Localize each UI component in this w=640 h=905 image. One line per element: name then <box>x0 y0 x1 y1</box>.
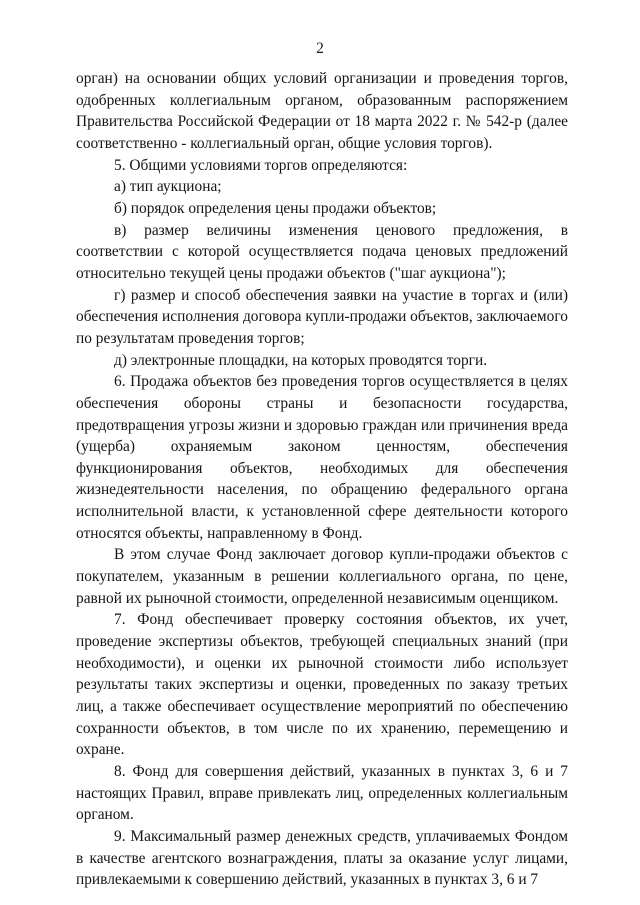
document-body <box>76 68 568 891</box>
paragraph-subitem-b: б) порядок определения цены продажи объектов; <box>114 199 437 217</box>
paragraph-item-5: 5. Общими условиями торгов определяются: <box>114 156 408 174</box>
page-number: 2 <box>316 40 324 57</box>
paragraph-subitem-d: д) электронные площадки, на которых проводятся торги. <box>114 351 488 369</box>
paragraph-continuation: орган) на основании общих условий организации и проведения торгов, одобренных коллегиальным органом, образованным распоряжением Правительства Российской Федерации от 18 марта 2022 г. № 542-р (далее соответственно - коллегиальный орган, общие условия торгов). <box>76 70 568 152</box>
paragraph-item-8: 8. Фонд для совершения действий, указанных в пунктах 3, 6 и 7 настоящих Правил, вправе привлекать лиц, определенных коллегиальным органом. <box>76 763 568 824</box>
paragraph-item-7: 7. Фонд обеспечивает проверку состояния объектов, их учет, проведение экспертизы объектов, требующей специальных знаний (при необходимости), и оценки их рыночной стоимости либо использует результаты таких экспертизы и оценки, проведенных по заказу третьих лиц, а также обеспечивает осуществление мероприятий по обеспечению сохранности объектов, в том числе по их хранению, перемещению и охране. <box>76 611 568 759</box>
paragraph-item-9: 9. Максимальный размер денежных средств, уплачиваемых Фондом в качестве агентского вознаграждения, платы за оказание услуг лицами, привлекаемыми к совершению действий, указанных в пунктах 3, 6 и 7 <box>76 827 568 889</box>
paragraph-subitem-a: а) тип аукциона; <box>114 178 222 196</box>
paragraph-subitem-g: г) размер и способ обеспечения заявки на участие в торгах и (или) обеспечения исполнения договора купли-продажи объектов, заключаемого по результатам проведения торгов; <box>76 286 568 347</box>
paragraph-item-6-continued: В этом случае Фонд заключает договор купли-продажи объектов с покупателем, указанным в решении коллегиального органа, по цене, равной их рыночной стоимости, определенной независимым оценщиком. <box>76 546 568 607</box>
paragraph-item-6: 6. Продажа объектов без проведения торгов осуществляется в целях обеспечения обороны страны и безопасности государства, предотвращения угрозы жизни и здоровью граждан или причинения вреда (ущерба) охраняемым законом ценностям, обеспечения функционирования объектов, необходимых для обеспечения жизнедеятельности населения, по обращению федерального органа исполнительной власти, к установленной сфере деятельности которого относятся объекты, направленному в Фонд. <box>76 373 568 542</box>
paragraph-subitem-v: в) размер величины изменения ценового предложения, в соответствии с которой осуществляется подача ценовых предложений относительно текущей цены продажи объектов ("шаг аукциона"); <box>76 221 568 282</box>
